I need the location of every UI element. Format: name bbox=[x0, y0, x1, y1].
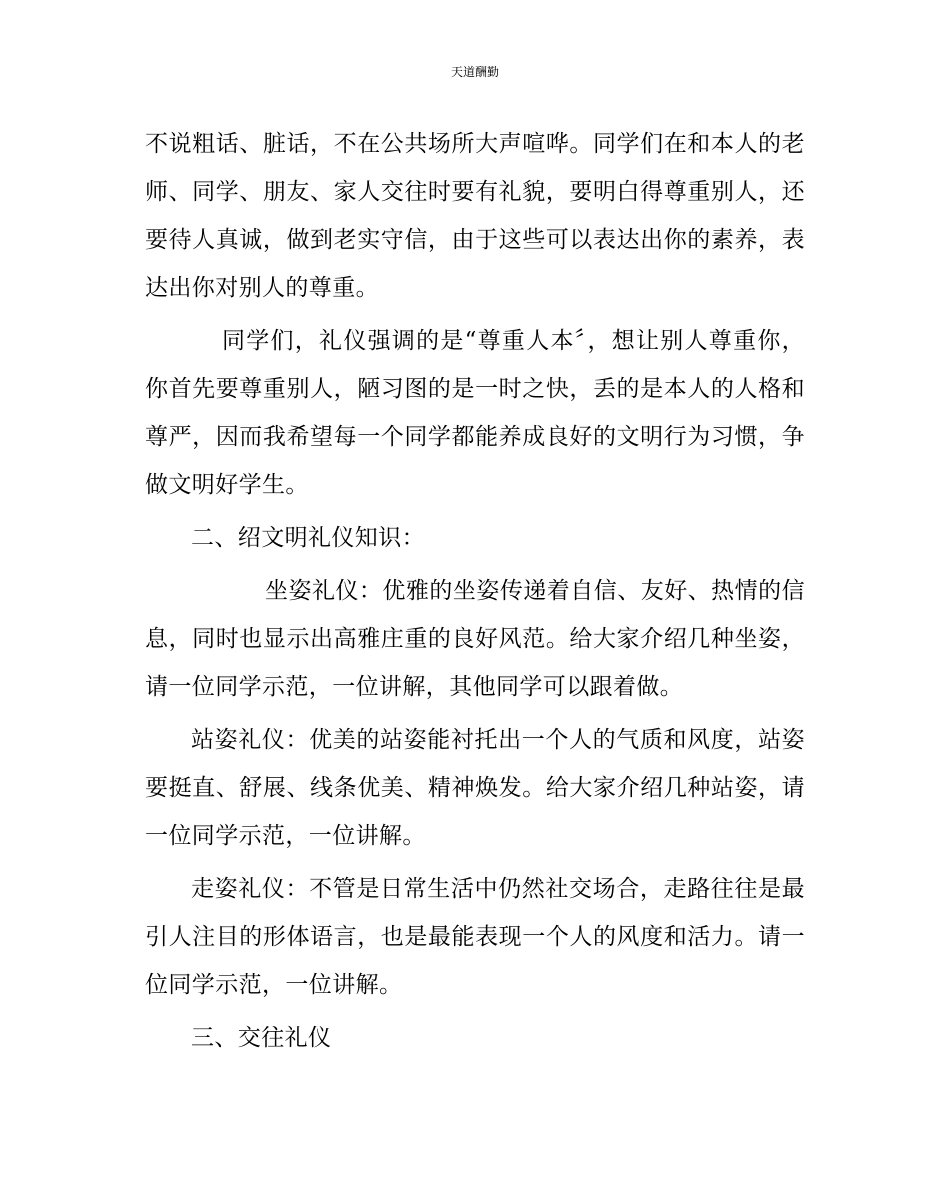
paragraph-manners: 不说粗话、脏话，不在公共场所大声喧哗。同学们在和本人的老师、同学、朋友、家人交往时要有礼貌，要明白得尊重别人，还要待人真诚，做到老实守信，由于这些可以表达出你的素养，表达出你对别人的尊重。 bbox=[145, 131, 805, 301]
paragraph-sitting-etiquette: 坐姿礼仪：优雅的坐姿传递着自信、友好、热情的信息，同时也显示出高雅庄重的良好风范。给大家介绍几种坐姿，请一位同学示范，一位讲解，其他同学可以跟着做。 bbox=[145, 578, 805, 700]
paragraph-respect: 同学们，礼仪强调的是“尊重人本〞，想让别人尊重你，你首先要尊重别人，陋习图的是一时之快，丢的是本人的人格和尊严，因而我希望每一个同学都能养成良好的文明行为习惯，争做文明好学生。 bbox=[145, 328, 805, 498]
section-heading-etiquette-knowledge: 二、绍文明礼仪知识： bbox=[191, 525, 425, 551]
paragraph-standing-etiquette: 站姿礼仪：优美的站姿能衬托出一个人的气质和风度，站姿要挺直、舒展、线条优美、精神焕发。给大家介绍几种站姿，请一位同学示范，一位讲解。 bbox=[145, 727, 805, 849]
page-header: 天道酬勤 bbox=[450, 65, 499, 79]
paragraph-walking-etiquette: 走姿礼仪：不管是日常生活中仍然社交场合，走路往往是最引人注目的形体语言，也是最能表现一个人的风度和活力。请一位同学示范，一位讲解。 bbox=[145, 876, 805, 998]
document-body bbox=[145, 120, 805, 1067]
section-heading-social-etiquette: 三、交往礼仪 bbox=[191, 1025, 332, 1051]
